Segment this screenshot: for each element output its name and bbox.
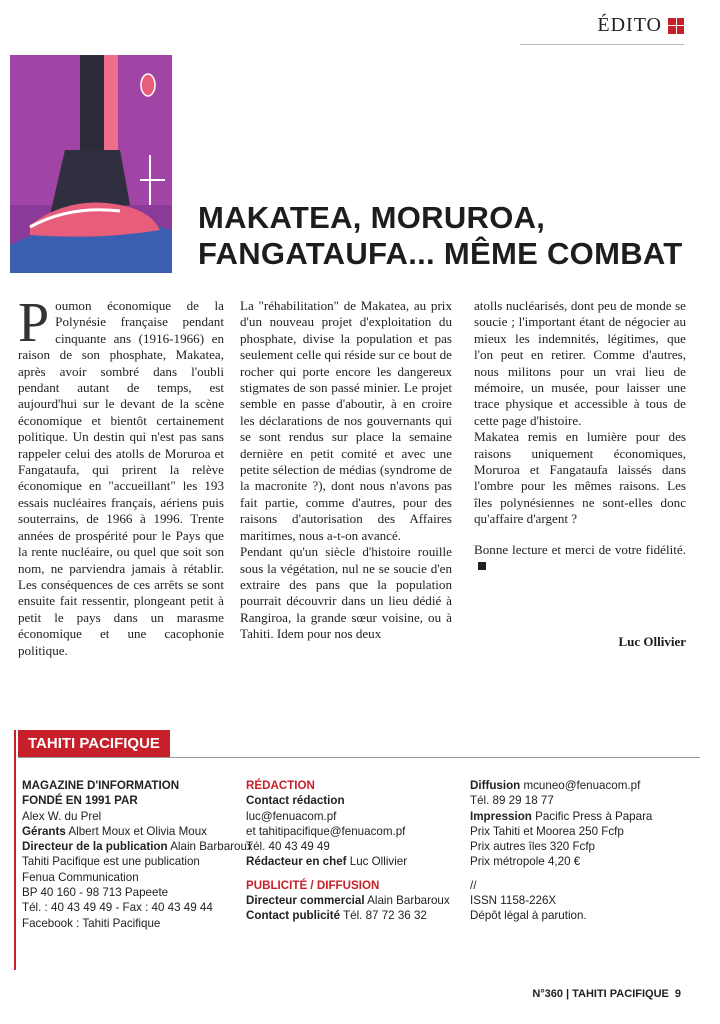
masthead-tagline-1: MAGAZINE D'INFORMATION (22, 779, 180, 792)
ad-contact-value: Tél. 87 72 36 32 (343, 909, 427, 923)
column-3-paragraph-1: atolls nucléarisés, dont peu de monde se soucie ; l'important étant de négocier au mieux les indemnités, légitimes, que l'on peut en retirer. Comme d'autres, nous militons pour un vrai lieu de mémoire, un musée, pour laisser une trace physique et accessible à tous de cette page d'histoire. (474, 298, 686, 428)
page-footer: N°360 | TAHITI PACIFIQUE 9 (532, 988, 681, 1000)
masthead-divider (18, 757, 700, 758)
printing-label: Impression (470, 809, 532, 823)
redaction-phone: Tél. 40 43 49 49 (246, 840, 330, 854)
article-column-1 (18, 292, 224, 659)
facebook: Facebook : Tahiti Pacifique (22, 916, 161, 930)
commercial-label: Directeur commercial (246, 894, 365, 908)
publisher-name: Fenua Communication (22, 870, 139, 884)
masthead-tagline-2: FONDÉ EN 1991 PAR (22, 794, 138, 808)
masthead-bar (10, 730, 700, 758)
distribution-phone: Tél. 89 29 18 77 (470, 794, 554, 808)
masthead-column-1 (22, 778, 252, 931)
ad-contact-label: Contact publicité (246, 909, 341, 923)
column-3-paragraph-2: Makatea remis en lumière pour des raisons uniquement économiques, Moruroa et Fangataufa laissés dans l'ombre pour les mêmes raisons. Les îles polynésiennes ne sont-elles donc qu'affaire d'argent ? (474, 429, 686, 527)
price-metropole: Prix métropole 4,20 € (470, 855, 581, 869)
masthead-border (14, 730, 16, 970)
headline-line-2: FANGATAUFA... MÊME COMBAT (198, 236, 683, 271)
masthead-column-2 (246, 778, 466, 924)
legal-deposit: Dépôt légal à parution. (470, 909, 587, 923)
email-1: luc@fenuacom.pf (246, 809, 337, 823)
headline-line-1: MAKATEA, MORUROA, (198, 200, 546, 235)
distribution-label: Diffusion (470, 779, 521, 792)
issue-number: N°360 (532, 988, 564, 1000)
redaction-heading: RÉDACTION (246, 779, 315, 792)
article-column-3 (474, 298, 686, 575)
author-signature: Luc Ollivier (618, 634, 686, 649)
separator-slashes: // (470, 878, 477, 892)
editor-value: Luc Ollivier (349, 855, 408, 869)
managers (22, 824, 252, 839)
editor-in-chief (246, 854, 466, 869)
managers-label: Gérants (22, 824, 66, 838)
column-2-paragraph-2: Pendant qu'un siècle d'histoire rouille sous la végétation, nul ne se soucie d'en extraire des pans que la population pourrait découvrir dans un lieu dédié à Rangiroa, la grande sœur voisine, ou à Tahiti. Idem pour nos deux (240, 544, 452, 642)
section-logo-icon (668, 18, 684, 34)
advertising-heading: PUBLICITÉ / DIFFUSION (246, 878, 380, 892)
printing-value: Pacific Press à Papara (535, 809, 653, 823)
publication-director (22, 839, 252, 854)
article-column-2 (240, 298, 452, 643)
section-title: ÉDITO (597, 14, 662, 36)
printing (470, 809, 700, 824)
commercial-director (246, 893, 466, 908)
column-2-paragraph-1: La "réhabilitation" de Makatea, au prix d'un nouveau projet d'exploitation du phosphate, divise la population et pas seulement celle qui réside sur ce bout de rocher qui porte encore les dangereux stigmates de son passé minier. Le projet semble en passe d'aboutir, à en croire les déclarations de nos gouvernants qui se sont rendus sur place la semaine dernière en petit comité et avec une petite sélection de médias (syndrome de la macronite ?), dont nous n'avons pas fait partie, comme d'autres, pour des raisons d'autorisation des Affaires maritimes, nous a-t-on avancé. (240, 298, 452, 543)
distribution (470, 778, 700, 793)
director-value: Alain Barbaroux (170, 840, 253, 854)
headline (198, 200, 688, 272)
director-label: Directeur de la publication (22, 840, 168, 854)
founder: Alex W. du Prel (22, 809, 102, 823)
publisher-line: Tahiti Pacifique est une publication (22, 855, 200, 869)
commercial-value: Alain Barbaroux (367, 894, 450, 908)
end-mark-icon (478, 562, 486, 570)
header-divider (520, 44, 684, 45)
distribution-value: mcuneo@fenuacom.pf (523, 779, 641, 792)
price-tahiti: Prix Tahiti et Moorea 250 Fcfp (470, 824, 624, 838)
postal-address: BP 40 160 - 98 713 Papeete (22, 886, 169, 900)
phone-fax: Tél. : 40 43 49 49 - Fax : 40 43 49 44 (22, 901, 213, 915)
issn: ISSN 1158-226X (470, 894, 557, 908)
footer-magazine: TAHITI PACIFIQUE (572, 988, 669, 1000)
email-2: et tahitipacifique@fenuacom.pf (246, 824, 406, 838)
closing-line: Bonne lecture et merci de votre fidélité. (474, 541, 686, 557)
page-number: 9 (674, 988, 681, 1000)
drop-cap: P (18, 292, 50, 354)
masthead-column-3 (470, 778, 700, 924)
editor-label: Rédacteur en chef (246, 855, 347, 869)
managers-value: Albert Moux et Olivia Moux (68, 824, 207, 838)
contact-redaction: Contact rédaction (246, 794, 345, 808)
section-header (597, 14, 684, 37)
column-3-paragraph-3 (474, 542, 686, 575)
magazine-logo: TAHITI PACIFIQUE (18, 730, 170, 758)
advertising-contact (246, 908, 466, 923)
column-1-text: oumon économique de la Polynésie française pendant cinquante ans (1916-1966) en raison de son phosphate, Makatea, après avoir sombré dans l'oubli pendant autant de temps, est aujourd'hui sur le devant de la scène économique et bientôt certainement politique. Un destin qui n'est pas sans rappeler celui des atolls de Moruroa et Fangataufa, qui prirent la relève économique en "accueillant" les 193 essais nucléaires français, aériens puis souterrains, de 1966 à 1996. Trente années de prospérité pour le Pays que la rente nucléaire, ou quel que soit son nom, ne parviendra jamais à rétablir. Les conséquences de ces arrêts se sont ensuite fait ressentir, plongeant petit à petit le pays dans un marasme économique et une cacophonie politique. (18, 298, 224, 658)
price-islands: Prix autres îles 320 Fcfp (470, 840, 596, 854)
masthead (10, 730, 700, 970)
editorial-illustration (10, 55, 172, 273)
